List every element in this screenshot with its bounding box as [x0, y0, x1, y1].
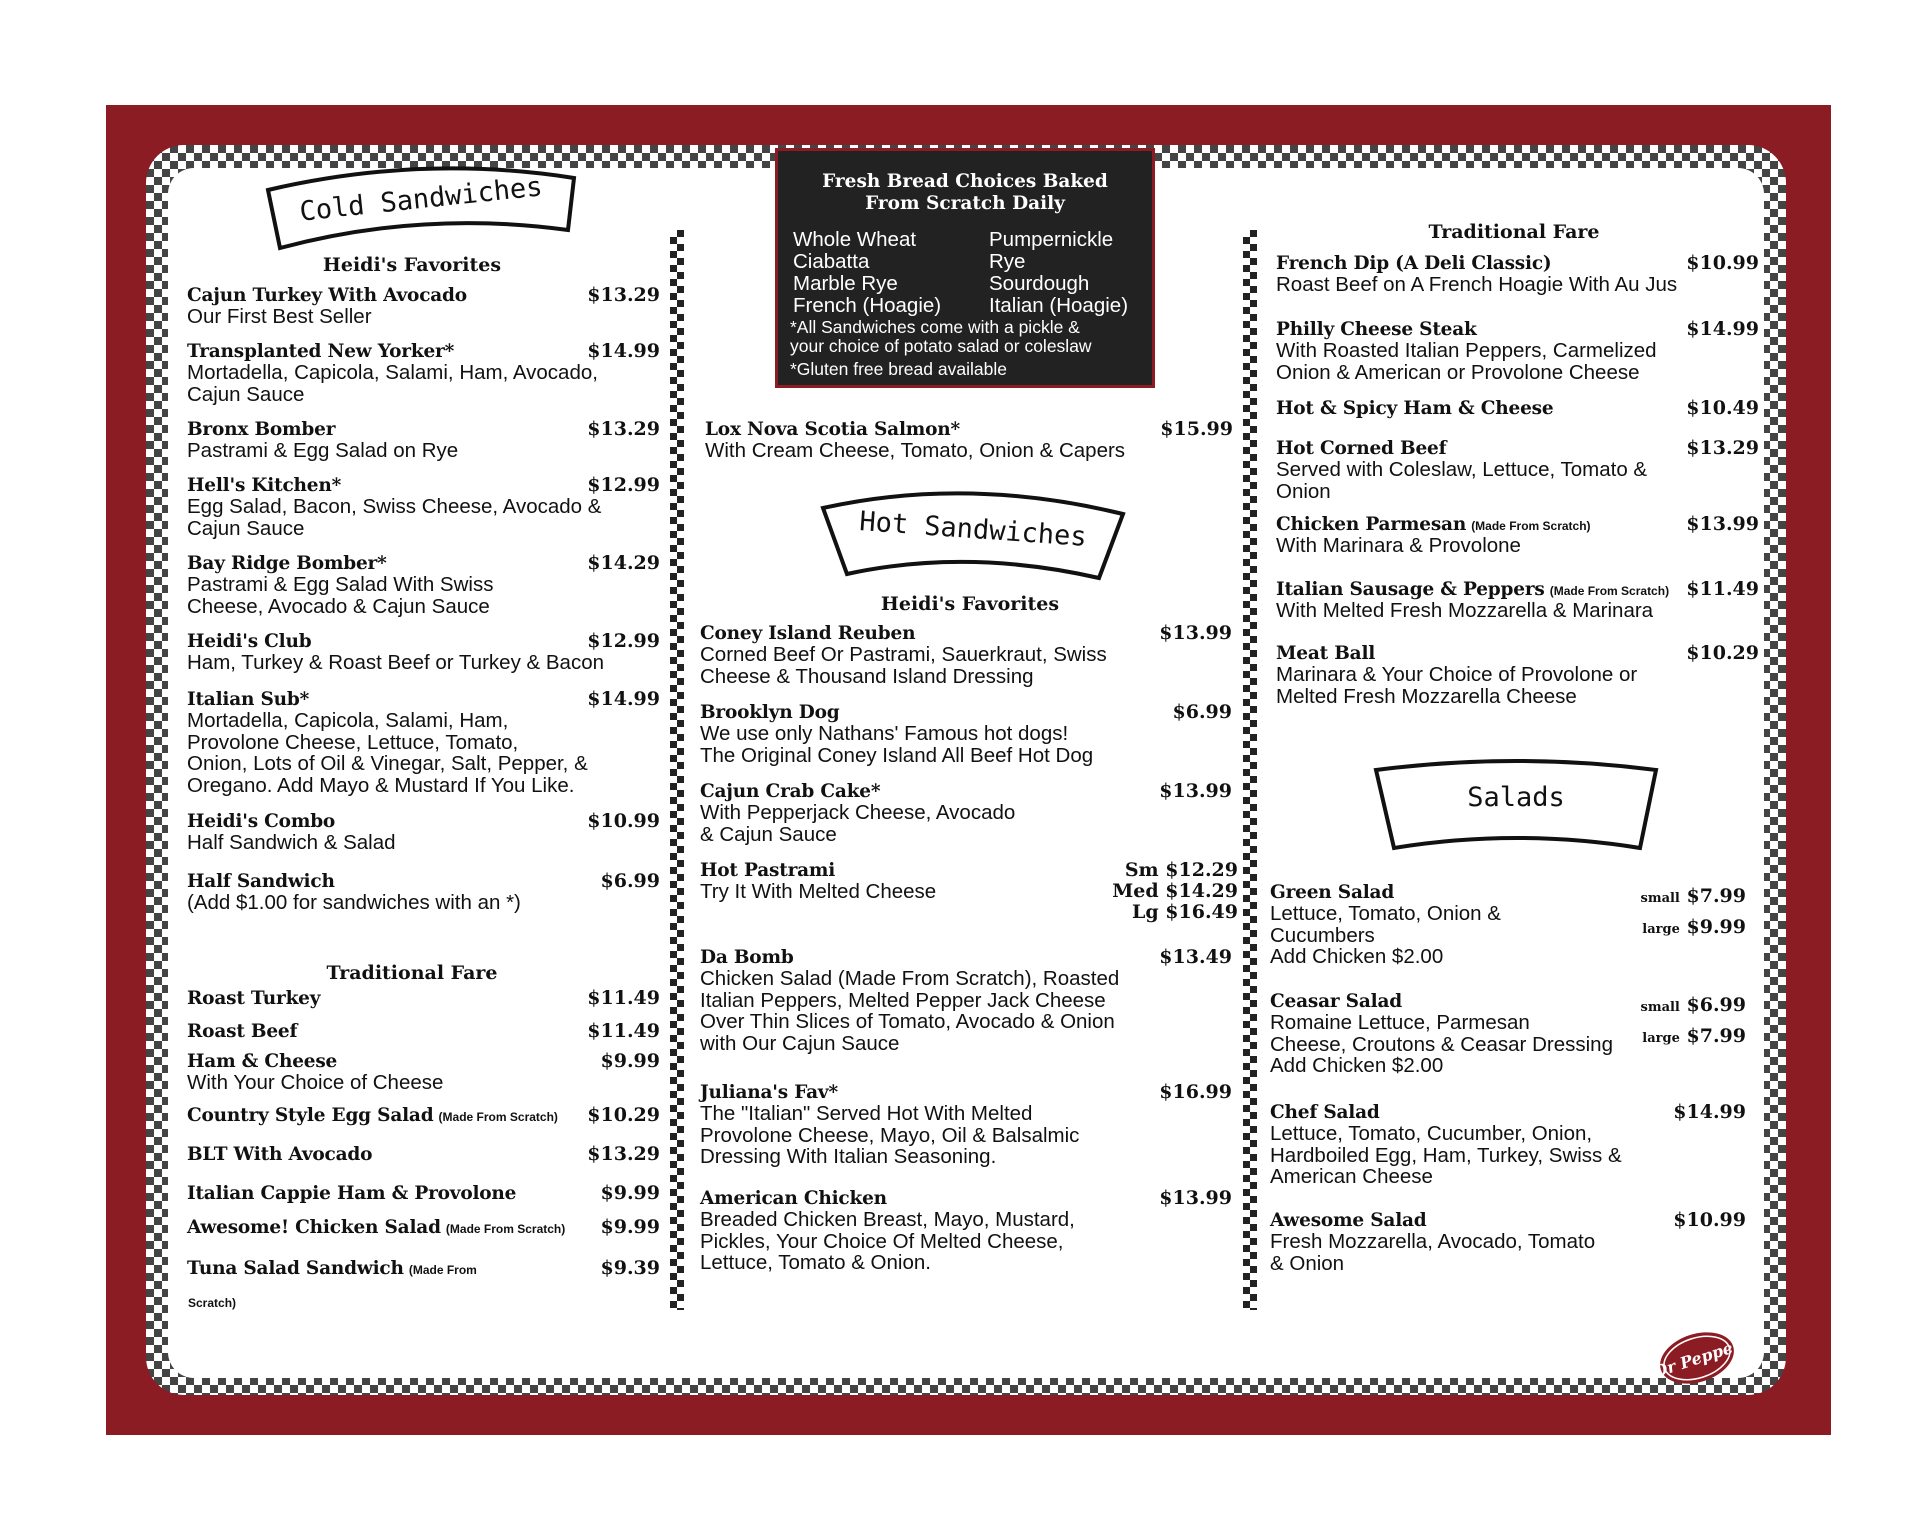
item-description: & Cajun Sauce [700, 822, 837, 846]
item-price: $11.49 [587, 987, 660, 1009]
item-name-group [187, 475, 341, 496]
bread-title-line1: Fresh Bread Choices Baked [822, 171, 1108, 192]
item-description: Lettuce, Tomato, Onion & [1270, 902, 1501, 925]
item-name-group [187, 1144, 372, 1165]
item-name-group [187, 419, 335, 440]
menu-item [700, 622, 1232, 687]
item-name-group [700, 623, 915, 644]
item-description: Marinara & Your Choice of Provolone or [1276, 663, 1638, 686]
item-name: Green Salad [1270, 882, 1395, 903]
bread-note-sides: your choice of potato salad or coleslaw [790, 336, 1092, 356]
size-price-row [1641, 991, 1747, 1022]
item-name: BLT With Avocado [187, 1144, 373, 1165]
svg-text:Dr Pepper: Dr Pepper [1655, 1335, 1739, 1382]
item-price: $14.29 [587, 552, 660, 574]
item-price: $12.99 [587, 474, 660, 496]
item-name-group [700, 947, 794, 968]
item-price: $10.99 [587, 810, 660, 832]
size-price-row [1112, 860, 1238, 881]
item-name-group [1276, 438, 1446, 459]
item-description: Served with Coleslaw, Lettuce, Tomato & [1276, 458, 1648, 481]
bread-option: Rye [989, 250, 1026, 273]
item-price: $9.99 [600, 1050, 660, 1072]
menu-item [187, 1104, 660, 1126]
menu-item [700, 780, 1232, 845]
item-description: Romaine Lettuce, Parmesan [1270, 1011, 1530, 1034]
item-description: Oregano. Add Mayo & Mustard If You Like. [187, 773, 575, 797]
menu-item [187, 340, 660, 405]
menu-item-ceasar-salad [1270, 991, 1746, 1077]
item-description: With Melted Fresh Mozzarella & Marinara [1276, 599, 1654, 622]
item-name: Chef Salad [1270, 1102, 1380, 1123]
size-price: $7.99 [1686, 885, 1746, 907]
item-name: Awesome! Chicken Salad [187, 1217, 441, 1238]
bread-option: Pumpernickle [989, 228, 1114, 251]
bread-option: Whole Wheat [793, 228, 917, 251]
cold-sandwiches-title: Cold Sandwiches [298, 171, 544, 228]
item-name: Tuna Salad Sandwich [187, 1258, 404, 1279]
menu-item [187, 284, 660, 328]
item-description: (Add $1.00 for sandwiches with an *) [187, 891, 521, 914]
item-name-group [187, 631, 312, 652]
item-name-group [187, 689, 309, 710]
item-price: $11.49 [587, 1020, 660, 1042]
item-description: with Our Cajun Sauce [700, 1031, 900, 1055]
item-description: We use only Nathans' Famous hot dogs! [700, 722, 1069, 745]
bread-option: Ciabatta [793, 250, 870, 273]
item-price: $14.99 [1686, 318, 1759, 340]
menu-item-chef-salad [1270, 1101, 1746, 1188]
cold-traditional-heading: Traditional Fare [326, 962, 498, 984]
item-name: Chicken Parmesan [1276, 514, 1467, 535]
item-description: Ham, Turkey & Roast Beef or Turkey & Bacon [187, 651, 605, 674]
item-description: With Pepperjack Cheese, Avocado [700, 801, 1016, 824]
item-price: $10.49 [1686, 397, 1759, 419]
item-note: (Made From [408, 1263, 477, 1277]
size-price-row [1641, 882, 1747, 913]
item-name: Awesome Salad [1270, 1210, 1427, 1231]
item-description: The "Italian" Served Hot With Melted [700, 1102, 1033, 1125]
item-description: Cucumbers [1270, 923, 1375, 947]
item-name-group [187, 871, 335, 892]
item-description: With Roasted Italian Peppers, Carmelized [1276, 339, 1657, 362]
item-name: Hot Corned Beef [1276, 438, 1447, 459]
menu-item-lox [705, 418, 1233, 462]
item-note: (Made From Scratch) [1471, 519, 1591, 533]
salads-title: Salads [1467, 782, 1565, 813]
item-name: Bay Ridge Bomber* [187, 553, 387, 574]
item-price: $10.99 [1673, 1209, 1746, 1231]
item-price: $9.99 [600, 1182, 660, 1204]
menu-item [187, 870, 660, 914]
menu-item [1276, 397, 1759, 419]
add-chicken-option: Add Chicken $2.00 [1270, 1054, 1444, 1077]
menu-item [187, 810, 660, 854]
size-label: large [1642, 922, 1680, 937]
size-price: $7.99 [1686, 1025, 1746, 1047]
size-label: large [1642, 1031, 1680, 1046]
item-price: $13.99 [1159, 780, 1232, 802]
item-price: $13.99 [1159, 1187, 1232, 1209]
menu-item [700, 1081, 1232, 1168]
item-name-group [187, 1021, 297, 1042]
item-name: Roast Beef [187, 1021, 298, 1042]
item-price: $10.29 [587, 1104, 660, 1126]
size-price: $16.49 [1165, 901, 1238, 923]
item-price: $14.99 [587, 340, 660, 362]
item-description: Cajun Sauce [187, 382, 305, 406]
item-name-group [1276, 643, 1375, 664]
item-note: (Made From Scratch) [438, 1110, 558, 1124]
item-name: Bronx Bomber [187, 419, 336, 440]
bread-option: French (Hoagie) [793, 294, 942, 317]
item-name-group [187, 1051, 337, 1072]
menu-item [187, 688, 660, 796]
tuna-note-continued: Scratch) [188, 1296, 237, 1310]
cold-sandwiches-banner [262, 160, 580, 252]
item-description: Cheese, Avocado & Cajun Sauce [187, 594, 490, 618]
item-name: Cajun Turkey With Avocado [187, 285, 467, 306]
column-divider-left [670, 230, 684, 1310]
hot-sandwiches-banner [817, 484, 1129, 582]
item-price: $13.29 [587, 1143, 660, 1165]
item-description: Italian Peppers, Melted Pepper Jack Cheese [700, 988, 1106, 1012]
menu-item-awesome-salad [1270, 1209, 1746, 1274]
item-name: American Chicken [700, 1188, 887, 1209]
item-name: Half Sandwich [187, 871, 335, 892]
item-description: Lettuce, Tomato & Onion. [700, 1251, 931, 1274]
item-name: Hot Pastrami [700, 860, 836, 881]
menu-item [187, 1143, 660, 1165]
item-name: Ham & Cheese [187, 1051, 338, 1072]
bread-column-2 [989, 229, 1128, 317]
item-price: $11.49 [1686, 578, 1759, 600]
item-name: Lox Nova Scotia Salmon* [705, 419, 961, 440]
item-description: American Cheese [1270, 1165, 1433, 1188]
item-name-group [1276, 398, 1553, 419]
item-name: Juliana's Fav* [700, 1082, 838, 1103]
item-name-group [187, 988, 320, 1009]
bread-column-1 [793, 229, 941, 317]
bread-option: Italian (Hoagie) [989, 294, 1129, 317]
item-name: Hell's Kitchen* [187, 475, 342, 496]
item-price: $9.39 [600, 1257, 660, 1279]
item-name: Brooklyn Dog [700, 702, 840, 723]
item-name: Country Style Egg Salad [187, 1105, 434, 1126]
menu-item [187, 1257, 660, 1279]
item-price: $13.99 [1159, 622, 1232, 644]
menu-item [187, 552, 660, 617]
size-label: small [1640, 891, 1680, 906]
menu-item [187, 1216, 660, 1238]
item-name: Da Bomb [700, 947, 794, 968]
bread-title [778, 171, 1152, 215]
item-description: With Your Choice of Cheese [187, 1071, 444, 1094]
item-description: Onion [1276, 479, 1331, 503]
menu-item [1276, 513, 1759, 557]
item-name-group [700, 1082, 838, 1103]
menu-item [1276, 578, 1759, 622]
item-description: With Cream Cheese, Tomato, Onion & Capers [705, 439, 1126, 462]
item-name: Italian Sausage & Peppers [1276, 579, 1545, 600]
item-description: Onion & American or Provolone Cheese [1276, 360, 1640, 384]
bread-note-pickle: *All Sandwiches come with a pickle & [790, 317, 1080, 337]
item-name: Heidi's Club [187, 631, 312, 652]
item-description: Hardboiled Egg, Ham, Turkey, Swiss & [1270, 1143, 1622, 1167]
item-description: Over Thin Slices of Tomato, Avocado & Onion [700, 1010, 1115, 1033]
item-name-group [700, 1188, 887, 1209]
salads-banner [1372, 758, 1660, 854]
item-name: Heidi's Combo [187, 811, 336, 832]
item-description: Half Sandwich & Salad [187, 831, 396, 854]
size-price-row [1641, 913, 1747, 944]
bread-title-line2: From Scratch Daily [865, 193, 1065, 214]
item-price: $9.99 [600, 1216, 660, 1238]
item-description: Mortadella, Capicola, Salami, Ham, Avocado, [187, 361, 598, 384]
item-price: $10.99 [1686, 252, 1759, 274]
item-description: Egg Salad, Bacon, Swiss Cheese, Avocado & [187, 495, 602, 518]
item-name-group [187, 1183, 516, 1204]
item-name: Ceasar Salad [1270, 991, 1402, 1012]
bread-option: Marble Rye [793, 272, 898, 295]
menu-item [187, 1020, 660, 1042]
item-description: Pastrami & Egg Salad With Swiss [187, 573, 494, 596]
item-description: Pickles, Your Choice Of Melted Cheese, [700, 1229, 1064, 1253]
item-description: Cheese & Thousand Island Dressing [700, 664, 1034, 688]
item-name-group [187, 553, 387, 574]
item-name-group [187, 341, 454, 362]
item-description: Onion, Lots of Oil & Vinegar, Salt, Pepper, & [187, 752, 588, 775]
size-label: small [1640, 1000, 1680, 1015]
item-note: (Made From Scratch) [445, 1222, 566, 1236]
menu-item [187, 1182, 660, 1204]
size-price: $14.29 [1165, 880, 1238, 902]
item-description: Try It With Melted Cheese [700, 880, 937, 903]
item-price: $13.29 [587, 284, 660, 306]
item-name-group [700, 702, 839, 723]
item-price: $13.29 [587, 418, 660, 440]
item-name: Italian Cappie Ham & Provolone [187, 1183, 517, 1204]
item-description: Breaded Chicken Breast, Mayo, Mustard, [700, 1208, 1075, 1231]
size-price: $12.29 [1165, 859, 1238, 881]
item-description: The Original Coney Island All Beef Hot Dog [700, 743, 1094, 767]
dr-pepper-logo [1655, 1330, 1739, 1386]
right-traditional-heading: Traditional Fare [1428, 221, 1600, 243]
item-name: Italian Sub* [187, 689, 310, 710]
item-price: $16.99 [1159, 1081, 1232, 1103]
menu-item [187, 1050, 660, 1094]
item-price: $6.99 [600, 870, 660, 892]
item-price: $14.99 [1673, 1101, 1746, 1123]
menu-item [1276, 318, 1759, 383]
item-price: $15.99 [1160, 418, 1233, 440]
item-name: Hot & Spicy Ham & Cheese [1276, 398, 1554, 419]
item-name-group [1276, 253, 1551, 274]
item-note: (Made From Scratch) [1549, 584, 1670, 598]
item-price: $13.99 [1686, 513, 1759, 535]
item-name-group [700, 781, 880, 802]
menu-item-green-salad [1270, 882, 1746, 968]
item-name-group [187, 285, 467, 306]
item-description: Dressing With Italian Seasoning. [700, 1145, 997, 1168]
menu-item [700, 701, 1232, 766]
item-description: Mortadella, Capicola, Salami, Ham, [187, 709, 509, 732]
column-divider-right [1243, 230, 1257, 1310]
item-description: Cajun Sauce [187, 516, 305, 540]
item-description: Lettuce, Tomato, Cucumber, Onion, [1270, 1122, 1593, 1145]
item-price: $14.99 [587, 688, 660, 710]
add-chicken-option: Add Chicken $2.00 [1270, 945, 1444, 968]
item-name-group [1276, 514, 1591, 535]
item-name: Meat Ball [1276, 643, 1376, 664]
hot-sandwiches-title: Hot Sandwiches [858, 506, 1088, 553]
bread-note-gluten: *Gluten free bread available [790, 359, 1007, 379]
item-name-group [187, 1105, 558, 1126]
item-description: Pastrami & Egg Salad on Rye [187, 439, 459, 462]
item-name: Transplanted New Yorker* [187, 341, 455, 362]
size-label: Med [1112, 880, 1159, 902]
menu-item [1276, 252, 1759, 296]
menu-item [1276, 437, 1759, 502]
item-price: $13.29 [1686, 437, 1759, 459]
item-price: $6.99 [1172, 701, 1232, 723]
item-description: & Onion [1270, 1251, 1345, 1275]
item-price: $13.49 [1159, 946, 1232, 968]
item-description: Corned Beef Or Pastrami, Sauerkraut, Swiss [700, 643, 1107, 666]
ceasar-salad-sizes [1641, 991, 1747, 1053]
size-price: $6.99 [1686, 994, 1746, 1016]
item-description: Provolone Cheese, Lettuce, Tomato, [187, 730, 519, 754]
menu-item-hot-pastrami [700, 859, 1238, 923]
menu-item [187, 474, 660, 539]
item-name-group [187, 811, 335, 832]
menu-item [187, 987, 660, 1009]
bread-choices-box [775, 148, 1155, 388]
menu-item [700, 1187, 1232, 1274]
size-price: $9.99 [1686, 916, 1746, 938]
menu-item [700, 946, 1232, 1054]
item-name-group [1276, 319, 1477, 340]
item-name: French Dip (A Deli Classic) [1276, 253, 1552, 274]
item-name-group [187, 1258, 477, 1279]
item-name-group [187, 1217, 565, 1238]
item-price: $12.99 [587, 630, 660, 652]
menu-item [187, 418, 660, 462]
item-name: Cajun Crab Cake* [700, 781, 881, 802]
item-description: Chicken Salad (Made From Scratch), Roasted [700, 967, 1120, 990]
hot-favorites-heading: Heidi's Favorites [880, 593, 1060, 615]
item-price: $10.29 [1686, 642, 1759, 664]
item-name: Roast Turkey [187, 988, 321, 1009]
cold-favorites-heading: Heidi's Favorites [322, 254, 502, 276]
item-name: Philly Cheese Steak [1276, 319, 1477, 340]
size-label: Lg [1132, 901, 1159, 923]
item-description: Cheese, Croutons & Ceasar Dressing [1270, 1032, 1613, 1056]
menu-item [1276, 642, 1759, 707]
size-label: Sm [1124, 859, 1159, 881]
size-price-row [1641, 1022, 1747, 1053]
item-name-group [1276, 579, 1669, 600]
item-description: Melted Fresh Mozzarella Cheese [1276, 684, 1577, 708]
green-salad-sizes [1641, 882, 1747, 944]
menu-item [187, 630, 660, 674]
size-price-row [1112, 902, 1238, 923]
bread-option: Sourdough [989, 272, 1090, 295]
pastrami-sizes [1112, 860, 1238, 923]
item-description: Roast Beef on A French Hoagie With Au Jus [1276, 273, 1678, 296]
item-description: Fresh Mozzarella, Avocado, Tomato [1270, 1230, 1596, 1253]
item-description: Provolone Cheese, Mayo, Oil & Balsalmic [700, 1123, 1080, 1147]
item-name: Coney Island Reuben [700, 623, 916, 644]
size-price-row [1112, 881, 1238, 902]
item-description: Our First Best Seller [187, 305, 372, 328]
item-description: With Marinara & Provolone [1276, 534, 1521, 557]
